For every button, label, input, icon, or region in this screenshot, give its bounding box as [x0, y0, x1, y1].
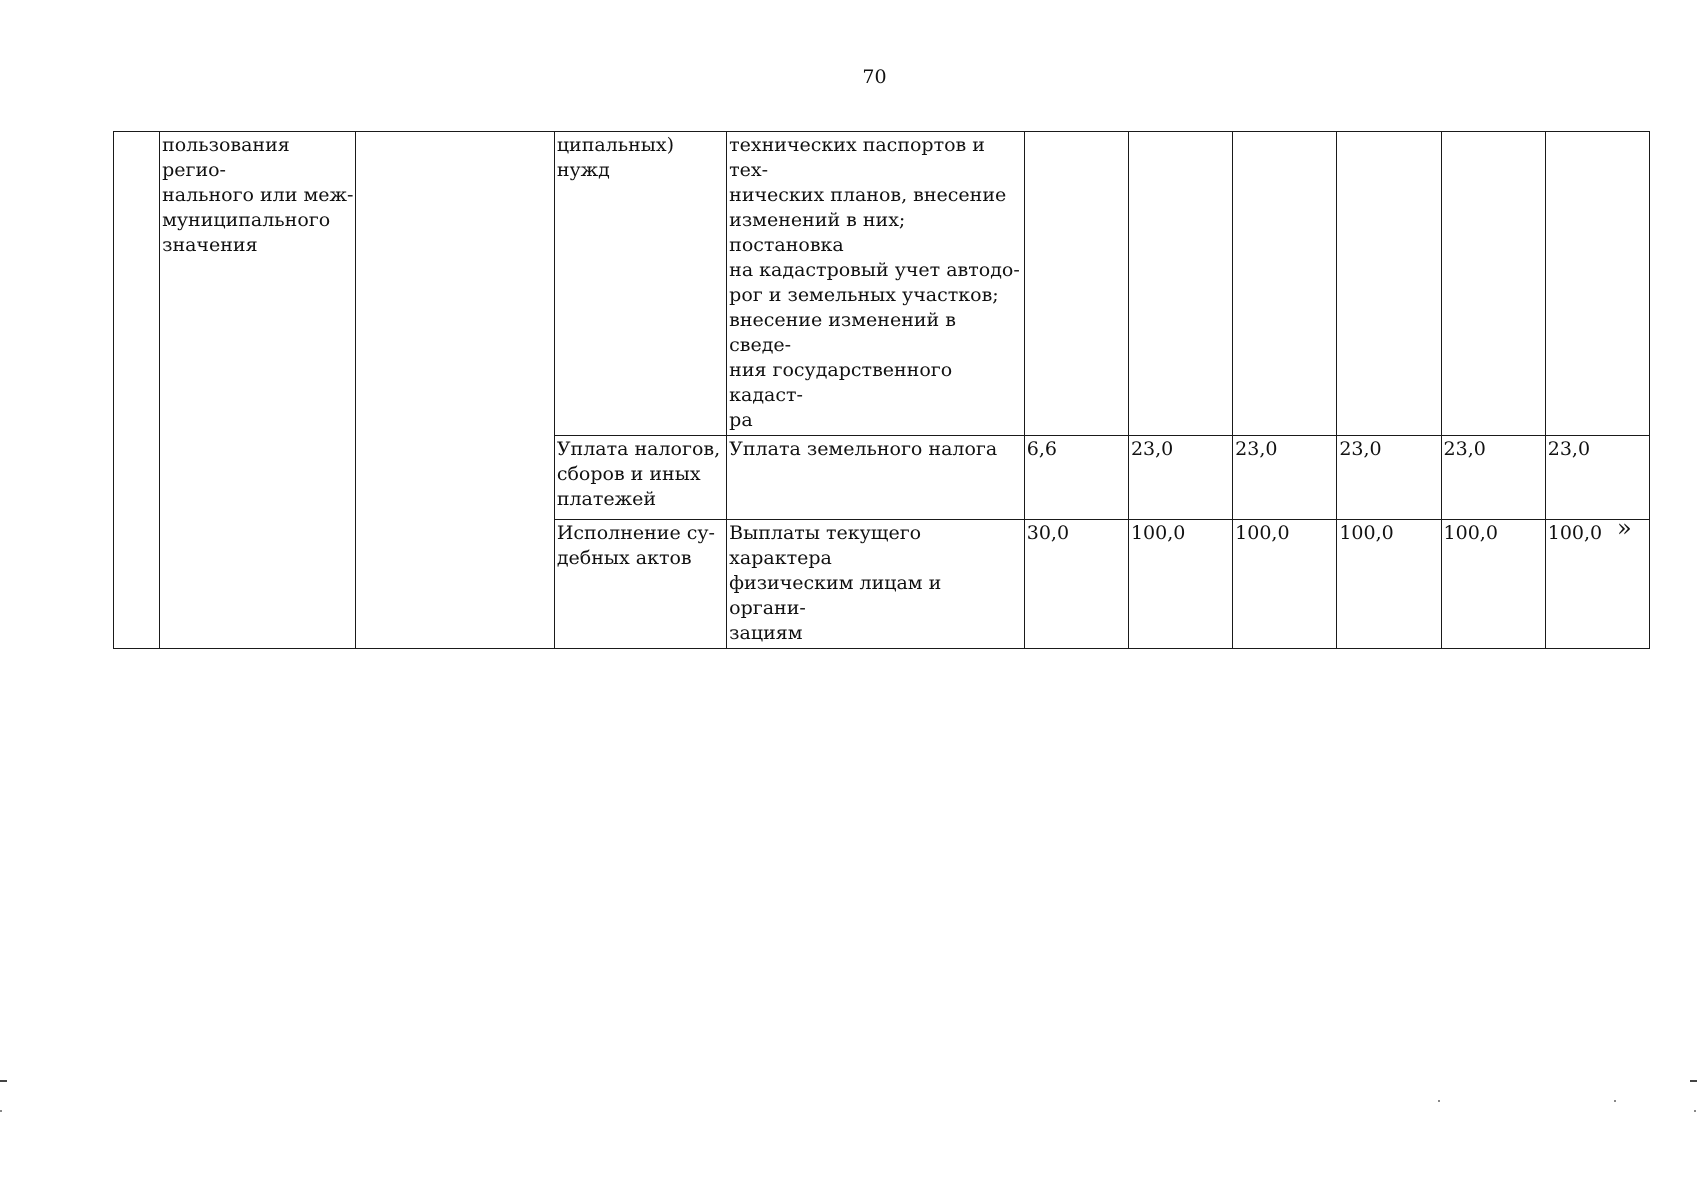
scan-edge-mark	[0, 1080, 7, 1082]
budget-table	[113, 131, 1650, 649]
program-cell	[356, 132, 554, 649]
amount-cell: 23,0	[1128, 436, 1232, 520]
amount-cell: 23,0	[1337, 436, 1441, 520]
amount-cell: 6,6	[1024, 436, 1128, 520]
amount-cell	[1545, 132, 1649, 436]
amount-cell	[1441, 132, 1545, 436]
expense-description-cell: Уплата земельного налога	[727, 436, 1025, 520]
scan-edge-mark	[1694, 1110, 1696, 1112]
expense-description-cell: технических паспортов и тех- нических планов, внесение изменений в них; постановка на кадастровый учет автодо- рог и земельных участков; внесение изменений в сведе- ния государственного кадаст- ра	[727, 132, 1025, 436]
scan-speck	[1438, 1100, 1440, 1102]
amount-cell: 30,0	[1024, 520, 1128, 649]
table-row	[114, 132, 1650, 436]
expense-category-cell: Уплата налогов, сборов и иных платежей	[554, 436, 726, 520]
amount-cell: 23,0	[1233, 436, 1337, 520]
expense-description-cell: Выплаты текущего характера физическим лицам и органи- зациям	[727, 520, 1025, 649]
scan-speck	[1614, 1100, 1616, 1102]
amount-cell	[1024, 132, 1128, 436]
amount-cell: 100,0	[1337, 520, 1441, 649]
scan-edge-mark	[0, 1110, 2, 1112]
scan-edge-mark	[1690, 1080, 1697, 1082]
row-number-cell	[114, 132, 160, 649]
expense-category-cell: Исполнение су- дебных актов	[554, 520, 726, 649]
page-number: 70	[862, 66, 887, 88]
amount-cell: 100,0	[1545, 520, 1649, 649]
amount-cell: 23,0	[1441, 436, 1545, 520]
closing-quote: »	[1617, 514, 1632, 542]
amount-cell	[1337, 132, 1441, 436]
amount-cell: 23,0	[1545, 436, 1649, 520]
object-name-cell: пользования регио- нального или меж- муниципального значения	[160, 132, 356, 649]
amount-cell	[1233, 132, 1337, 436]
expense-category-cell: ципальных) нужд	[554, 132, 726, 436]
amount-cell: 100,0	[1128, 520, 1232, 649]
amount-cell: 100,0	[1441, 520, 1545, 649]
amount-cell	[1128, 132, 1232, 436]
amount-cell: 100,0	[1233, 520, 1337, 649]
